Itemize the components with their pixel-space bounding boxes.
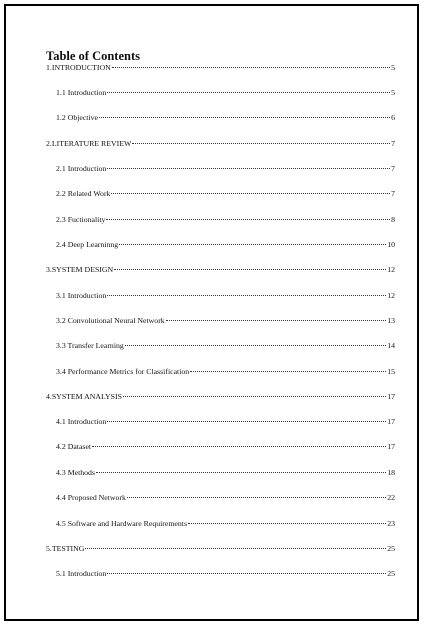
toc-entry-chapter-4[interactable] [46, 392, 395, 402]
dot-leader [190, 371, 386, 372]
page-title: Table of Contents [46, 49, 140, 63]
dot-leader [107, 295, 386, 296]
dot-leader [92, 446, 386, 447]
toc-entry-label: 2.2 Related Work [56, 189, 111, 198]
toc-entry-page-number: 17 [387, 442, 395, 451]
toc-entry-page-number: 25 [387, 569, 395, 578]
toc-entry-label: 4.SYSTEM ANALYSIS [46, 392, 122, 401]
toc-entry-chapter-5[interactable] [46, 544, 395, 554]
toc-entry-page-number: 14 [387, 341, 395, 350]
dot-leader [125, 345, 386, 346]
toc-entry-page-number: 6 [391, 113, 395, 122]
toc-entry-section-1-1[interactable] [56, 88, 395, 98]
toc-entry-label: 5.1 Introduction [56, 569, 107, 578]
toc-list [6, 6, 417, 619]
toc-entry-label: 1.2 Objective [56, 113, 99, 122]
dot-leader [107, 168, 390, 169]
toc-entry-label: 3.4 Performance Metrics for Classification [56, 367, 190, 376]
toc-entry-section-4-4[interactable] [56, 493, 395, 503]
dot-leader [132, 143, 390, 144]
document-page [4, 4, 419, 621]
toc-entry-label: 2.1 Introduction [56, 164, 107, 173]
toc-entry-page-number: 10 [387, 240, 395, 249]
toc-entry-chapter-1[interactable] [46, 63, 395, 73]
toc-entry-label: 1.1 Introduction [56, 88, 107, 97]
dot-leader [85, 548, 386, 549]
toc-entry-page-number: 17 [387, 417, 395, 426]
toc-entry-section-4-1[interactable] [56, 417, 395, 427]
toc-entry-page-number: 5 [391, 88, 395, 97]
toc-entry-label: 2.LITERATURE REVIEW [46, 139, 132, 148]
toc-entry-label: 5.TESTING [46, 544, 85, 553]
toc-entry-section-3-4[interactable] [56, 367, 395, 377]
toc-entry-label: 2.4 Deep Learninng [56, 240, 119, 249]
toc-entry-section-3-3[interactable] [56, 341, 395, 351]
toc-entry-section-2-4[interactable] [56, 240, 395, 250]
toc-entry-label: 3.SYSTEM DESIGN [46, 265, 114, 274]
toc-entry-chapter-3[interactable] [46, 265, 395, 275]
toc-entry-page-number: 7 [391, 189, 395, 198]
dot-leader [127, 497, 386, 498]
toc-entry-section-2-1[interactable] [56, 164, 395, 174]
toc-entry-page-number: 13 [387, 316, 395, 325]
toc-entry-page-number: 18 [387, 468, 395, 477]
toc-entry-page-number: 5 [391, 63, 395, 72]
dot-leader [107, 92, 390, 93]
toc-entry-page-number: 7 [391, 139, 395, 148]
toc-entry-label: 3.2 Convolutional Neural Network [56, 316, 165, 325]
toc-entry-page-number: 12 [387, 265, 395, 274]
toc-entry-section-4-5[interactable] [56, 519, 395, 529]
toc-entry-label: 4.5 Software and Hardware Requirements [56, 519, 187, 528]
dot-leader [96, 472, 386, 473]
dot-leader [166, 320, 386, 321]
toc-entry-label: 4.3 Methods [56, 468, 95, 477]
dot-leader [123, 396, 386, 397]
dot-leader [107, 573, 386, 574]
toc-entry-page-number: 25 [387, 544, 395, 553]
toc-entry-label: 3.1 Introduction [56, 291, 107, 300]
toc-entry-page-number: 12 [387, 291, 395, 300]
toc-entry-label: 4.2 Dataset [56, 442, 92, 451]
toc-entry-label: 1.INTRODUCTION [46, 63, 111, 72]
dot-leader [114, 269, 386, 270]
toc-entry-page-number: 23 [387, 519, 395, 528]
toc-entry-label: 4.4 Proposed Network [56, 493, 126, 502]
toc-entry-page-number: 15 [387, 367, 395, 376]
toc-entry-section-2-3[interactable] [56, 215, 395, 225]
toc-entry-chapter-2[interactable] [46, 139, 395, 149]
toc-entry-section-5-1[interactable] [56, 569, 395, 579]
toc-entry-section-1-2[interactable] [56, 113, 395, 123]
toc-entry-label: 2.3 Fuctionality [56, 215, 106, 224]
dot-leader [119, 244, 386, 245]
toc-entry-section-4-2[interactable] [56, 442, 395, 452]
toc-entry-label: 3.3 Transfer Learning [56, 341, 124, 350]
toc-entry-page-number: 7 [391, 164, 395, 173]
dot-leader [107, 421, 386, 422]
toc-entry-page-number: 22 [387, 493, 395, 502]
dot-leader [112, 67, 390, 68]
toc-entry-page-number: 17 [387, 392, 395, 401]
toc-entry-label: 4.1 Introduction [56, 417, 107, 426]
dot-leader [188, 523, 386, 524]
dot-leader [106, 219, 390, 220]
toc-entry-section-4-3[interactable] [56, 468, 395, 478]
toc-entry-section-2-2[interactable] [56, 189, 395, 199]
toc-entry-section-3-1[interactable] [56, 291, 395, 301]
dot-leader [99, 117, 390, 118]
toc-entry-section-3-2[interactable] [56, 316, 395, 326]
dot-leader [111, 193, 390, 194]
toc-entry-page-number: 8 [391, 215, 395, 224]
